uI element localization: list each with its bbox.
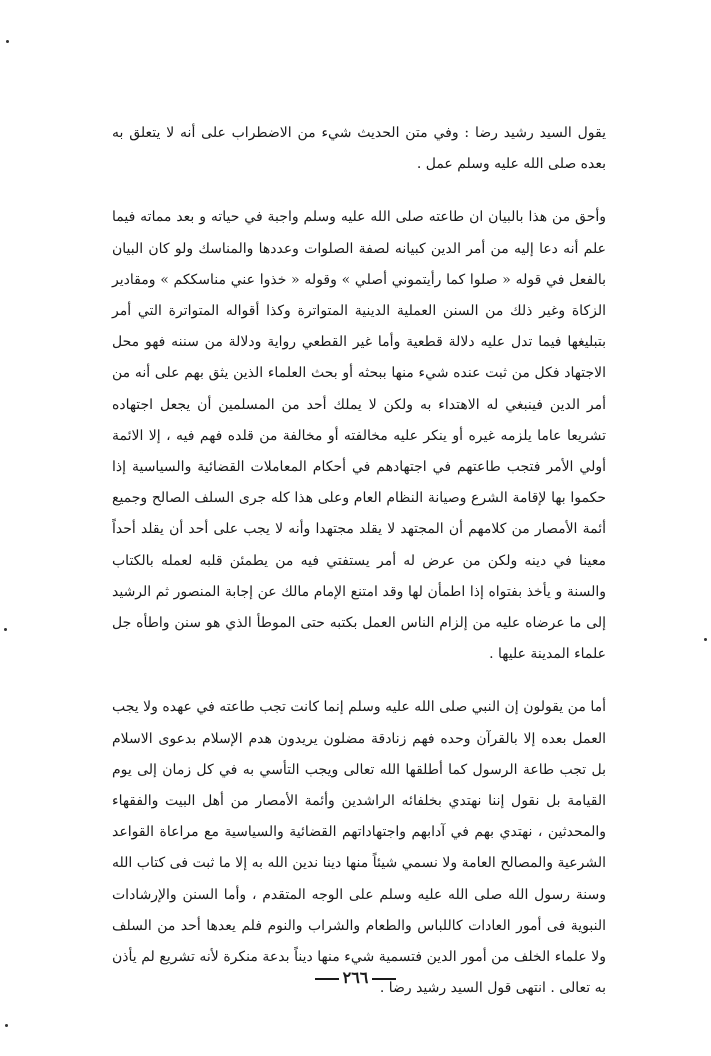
margin-speck [6,40,9,43]
paragraph-quote-intro: يقول السيد رشيد رضا : وفي متن الحديث شيء من الاضطراب على أنه لا يتعلق به بعده صلى الله عليه وسلم عمل . [112,125,606,173]
paragraph-refutation: أما من يقولون إن النبي صلى الله عليه وسلم إنما كانت تجب طاعته في عهده ولا يجب العمل بعده إلا بالقرآن وحده فهم زنادقة مضلون يريدون هدم الإسلام بدعوى الاسلام بل تجب طاعة الرسول كما أطلقها الله تعالى ويجب التأسي به في كل زمان إلى يوم القيامة بل نقول إننا نهتدي بخلفائه الراشدين وأئمة الأمصار من أهل البيت والفقهاء والمحدثين ، نهتدي بهم في آدابهم واجتهاداتهم القضائية والسياسية مع مراعاة القواعد الشرعية والمصالح العامة ولا نسمي شيئاً منها دينا ندين الله به إلا ما ثبت فى كتاب الله وسنة رسول الله صلى الله عليه وسلم على الوجه المتقدم ، وأما السنن والإرشادات النبوية فى أمور العادات كاللباس والطعام والشراب والنوم فلم يعدها أحد من السلف ولا علماء الخلف من أمور الدين فتسمية شيء منها ديناً بدعة منكرة لأنه تشريع لم يأذن به تعالى . انتهى قول السيد رشيد رضا . [112,699,606,997]
page-number-dash-left [315,978,339,980]
page-number-value: ٢٦٦ [342,968,369,987]
page-number [0,968,711,988]
body-text [112,118,606,1004]
margin-speck [4,628,7,631]
page-number-dash-right [372,978,396,980]
margin-speck [704,638,707,641]
paragraph-obedience: وأحق من هذا بالبيان ان طاعته صلى الله عليه وسلم واجبة في حياته و بعد مماته فيما علم أنه دعا إليه من أمر الدين كبيانه لصفة الصلوات وعددها والمناسك ولو كان البيان بالفعل في قوله « صلوا كما رأيتموني أصلي » وقوله « خذوا عني مناسككم » ومقادير الزكاة وغير ذلك من السنن العملية الدينية المتواترة وكذا أقواله المتواترة التي أمر بتبليغها فيما تدل عليه دلالة قطعية وأما غير القطعي رواية ودلالة من سننه فهو محل الاجتهاد فكل من ثبت عنده شيء منها ببحثه أو بحث العلماء الذين يثق بهم على أنه من أمر الدين فينبغي له الاهتداء به ولكن لا يملك أحد من المسلمين أن يجعل اجتهاده تشريعا عاما يلزمه غيره أو ينكر عليه مخالفته أو مخالفة من قلده فهم فيه ، إلا الائمة أولي الأمر فتجب طاعتهم في اجتهادهم في أحكام المعاملات القضائية والسياسية إذا حكموا بها لإقامة الشرع وصيانة النظام العام وعلى هذا كله جرى السلف الصالح وجميع أئمة الأمصار من كلامهم أن المجتهد لا يقلد مجتهدا وأنه لا يجب على أحد أن يقلد أحداً معينا في دينه ولكن من عرض له أمر يستفتي فيه من يطمئن قلبه لعمله بالكتاب والسنة و يأخذ بفتواه إذا اطمأن لها وقد امتنع الإمام مالك عن إجابة المنصور ثم الرشيد إلى ما عرضاه عليه من إلزام الناس العمل بكتبه حتى الموطأ الذي هو سنن واطأه جل علماء المدينة عليها . [112,209,607,663]
margin-speck [5,1024,8,1027]
